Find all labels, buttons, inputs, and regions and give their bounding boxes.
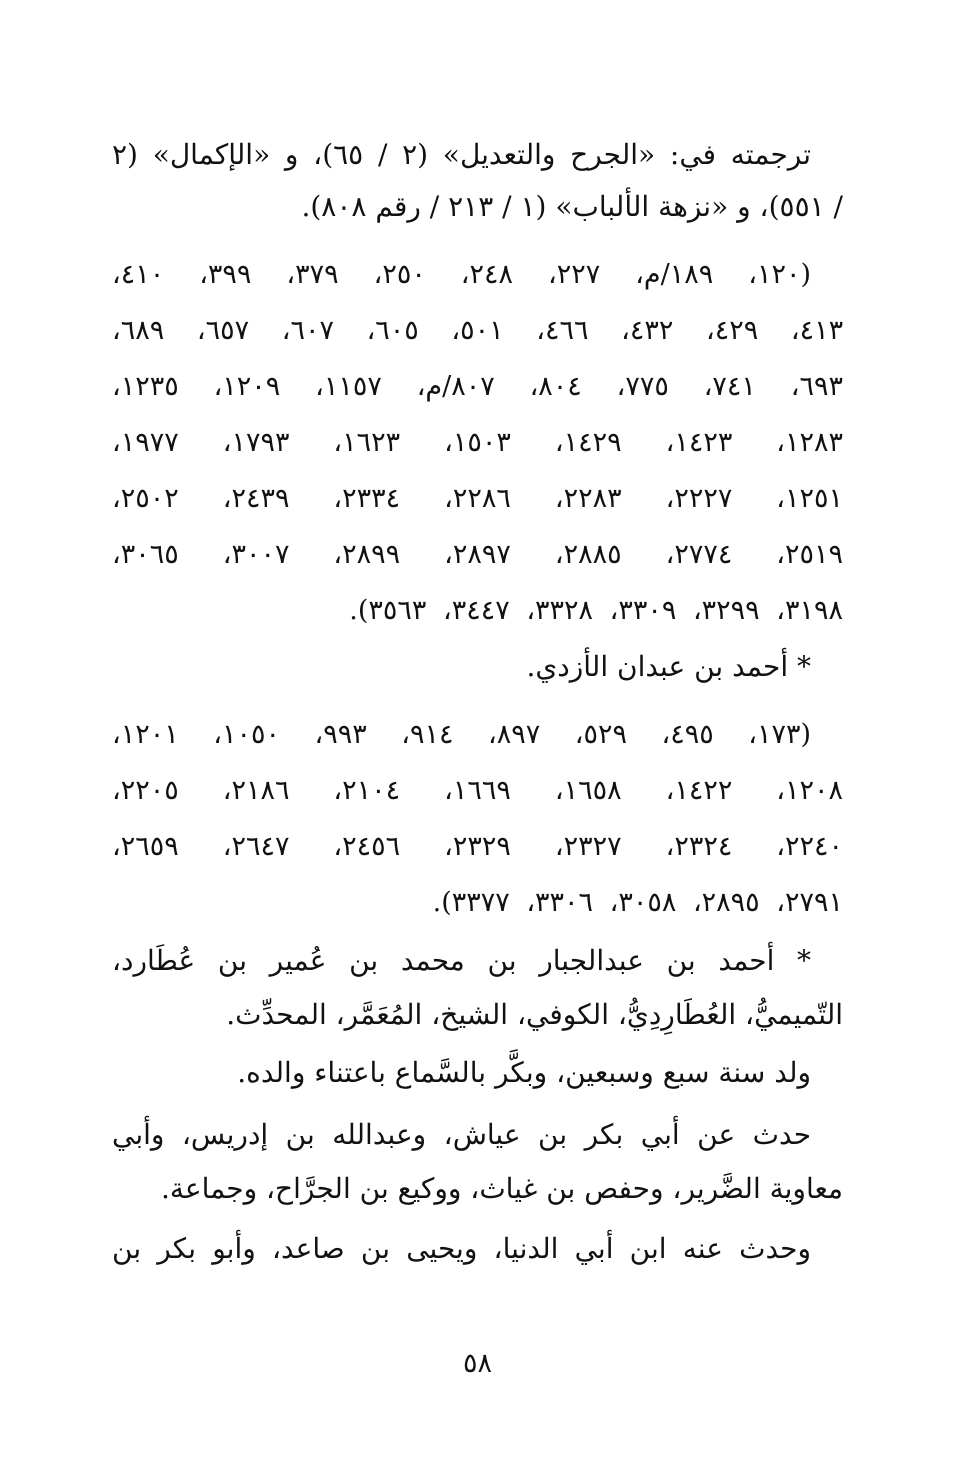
entry-utaridi-heading-line-2: التّميميُّ، العُطَارِدِيُّ، الكوفي، الشيخ، المُعَمَّر، المحدِّث. [226, 998, 843, 1031]
refs-1-line-3: ٦٩٣، ٧٤١، ٧٧٥، ٨٠٤، ٨٠٧/م، ١١٥٧، ١٢٠٩، ١٢٣٥، [112, 371, 843, 402]
refs-1-line-2: ٤١٣، ٤٢٩، ٤٣٢، ٤٦٦، ٥٠١، ٦٠٥، ٦٠٧، ٦٥٧، ٦٨٩، [112, 315, 843, 346]
entry-abdan-heading: * أحمد بن عبدان الأزدي. [526, 650, 811, 683]
refs-1-line-5: ١٢٥١، ٢٢٢٧، ٢٢٨٣، ٢٢٨٦، ٢٣٣٤، ٢٤٣٩، ٢٥٠٢، [112, 483, 843, 514]
bio-intro-line-1: ترجمته في: «الجرح والتعديل» (٢ / ٦٥)، و «الإكمال» (٢ [112, 138, 811, 171]
refs-2-line-1: (١٧٣، ٤٩٥، ٥٢٩، ٨٩٧، ٩١٤، ٩٩٣، ١٠٥٠، ١٢٠١، [112, 719, 811, 750]
refs-1-line-1: (١٢٠، ١٨٩/م، ٢٢٧، ٢٤٨، ٢٥٠، ٣٧٩، ٣٩٩، ٤١٠، [112, 259, 811, 290]
refs-1-line-6: ٢٥١٩، ٢٧٧٤، ٢٨٨٥، ٢٨٩٧، ٢٨٩٩، ٣٠٠٧، ٣٠٦٥، [112, 539, 843, 570]
bio-intro-line-2: / ٥٥١)، و «نزهة الألباب» (١ / ٢١٣ / رقم ٨٠٨). [301, 190, 843, 223]
page-body [112, 118, 843, 1480]
page-number: ٥٨ [462, 1348, 492, 1379]
refs-2-line-3: ٢٢٤٠، ٢٣٢٤، ٢٣٢٧، ٢٣٢٩، ٢٤٥٦، ٢٦٤٧، ٢٦٥٩، [112, 831, 843, 862]
refs-1-line-7: ٣١٩٨، ٣٢٩٩، ٣٣٠٩، ٣٣٢٨، ٣٤٤٧، ٣٥٦٣). [349, 595, 843, 626]
refs-2-line-2: ١٢٠٨، ١٤٢٢، ١٦٥٨، ١٦٦٩، ٢١٠٤، ٢١٨٦، ٢٢٠٥، [112, 775, 843, 806]
narrated-by-line-1: وحدث عنه ابن أبي الدنيا، ويحيى بن صاعد، وأبو بكر بن [112, 1232, 811, 1265]
refs-1-line-4: ١٢٨٣، ١٤٢٣، ١٤٢٩، ١٥٠٣، ١٦٢٣، ١٧٩٣، ١٩٧٧، [112, 427, 843, 458]
entry-utaridi-heading-line-1: * أحمد بن عبدالجبار بن محمد بن عُمير بن عُطَارد، [112, 944, 811, 977]
narrated-from-line-1: حدث عن أبي بكر بن عياش، وعبدالله بن إدريس، وأبي [112, 1118, 811, 1151]
refs-2-line-4: ٢٧٩١، ٢٨٩٥، ٣٠٥٨، ٣٣٠٦، ٣٣٧٧). [432, 887, 843, 918]
entry-utaridi-birth: ولد سنة سبع وسبعين، وبكَّر بالسَّماع باعتناء والده. [237, 1056, 811, 1089]
narrated-from-line-2: معاوية الضَّرير، وحفص بن غياث، ووكيع بن الجرَّاح، وجماعة. [160, 1172, 843, 1205]
